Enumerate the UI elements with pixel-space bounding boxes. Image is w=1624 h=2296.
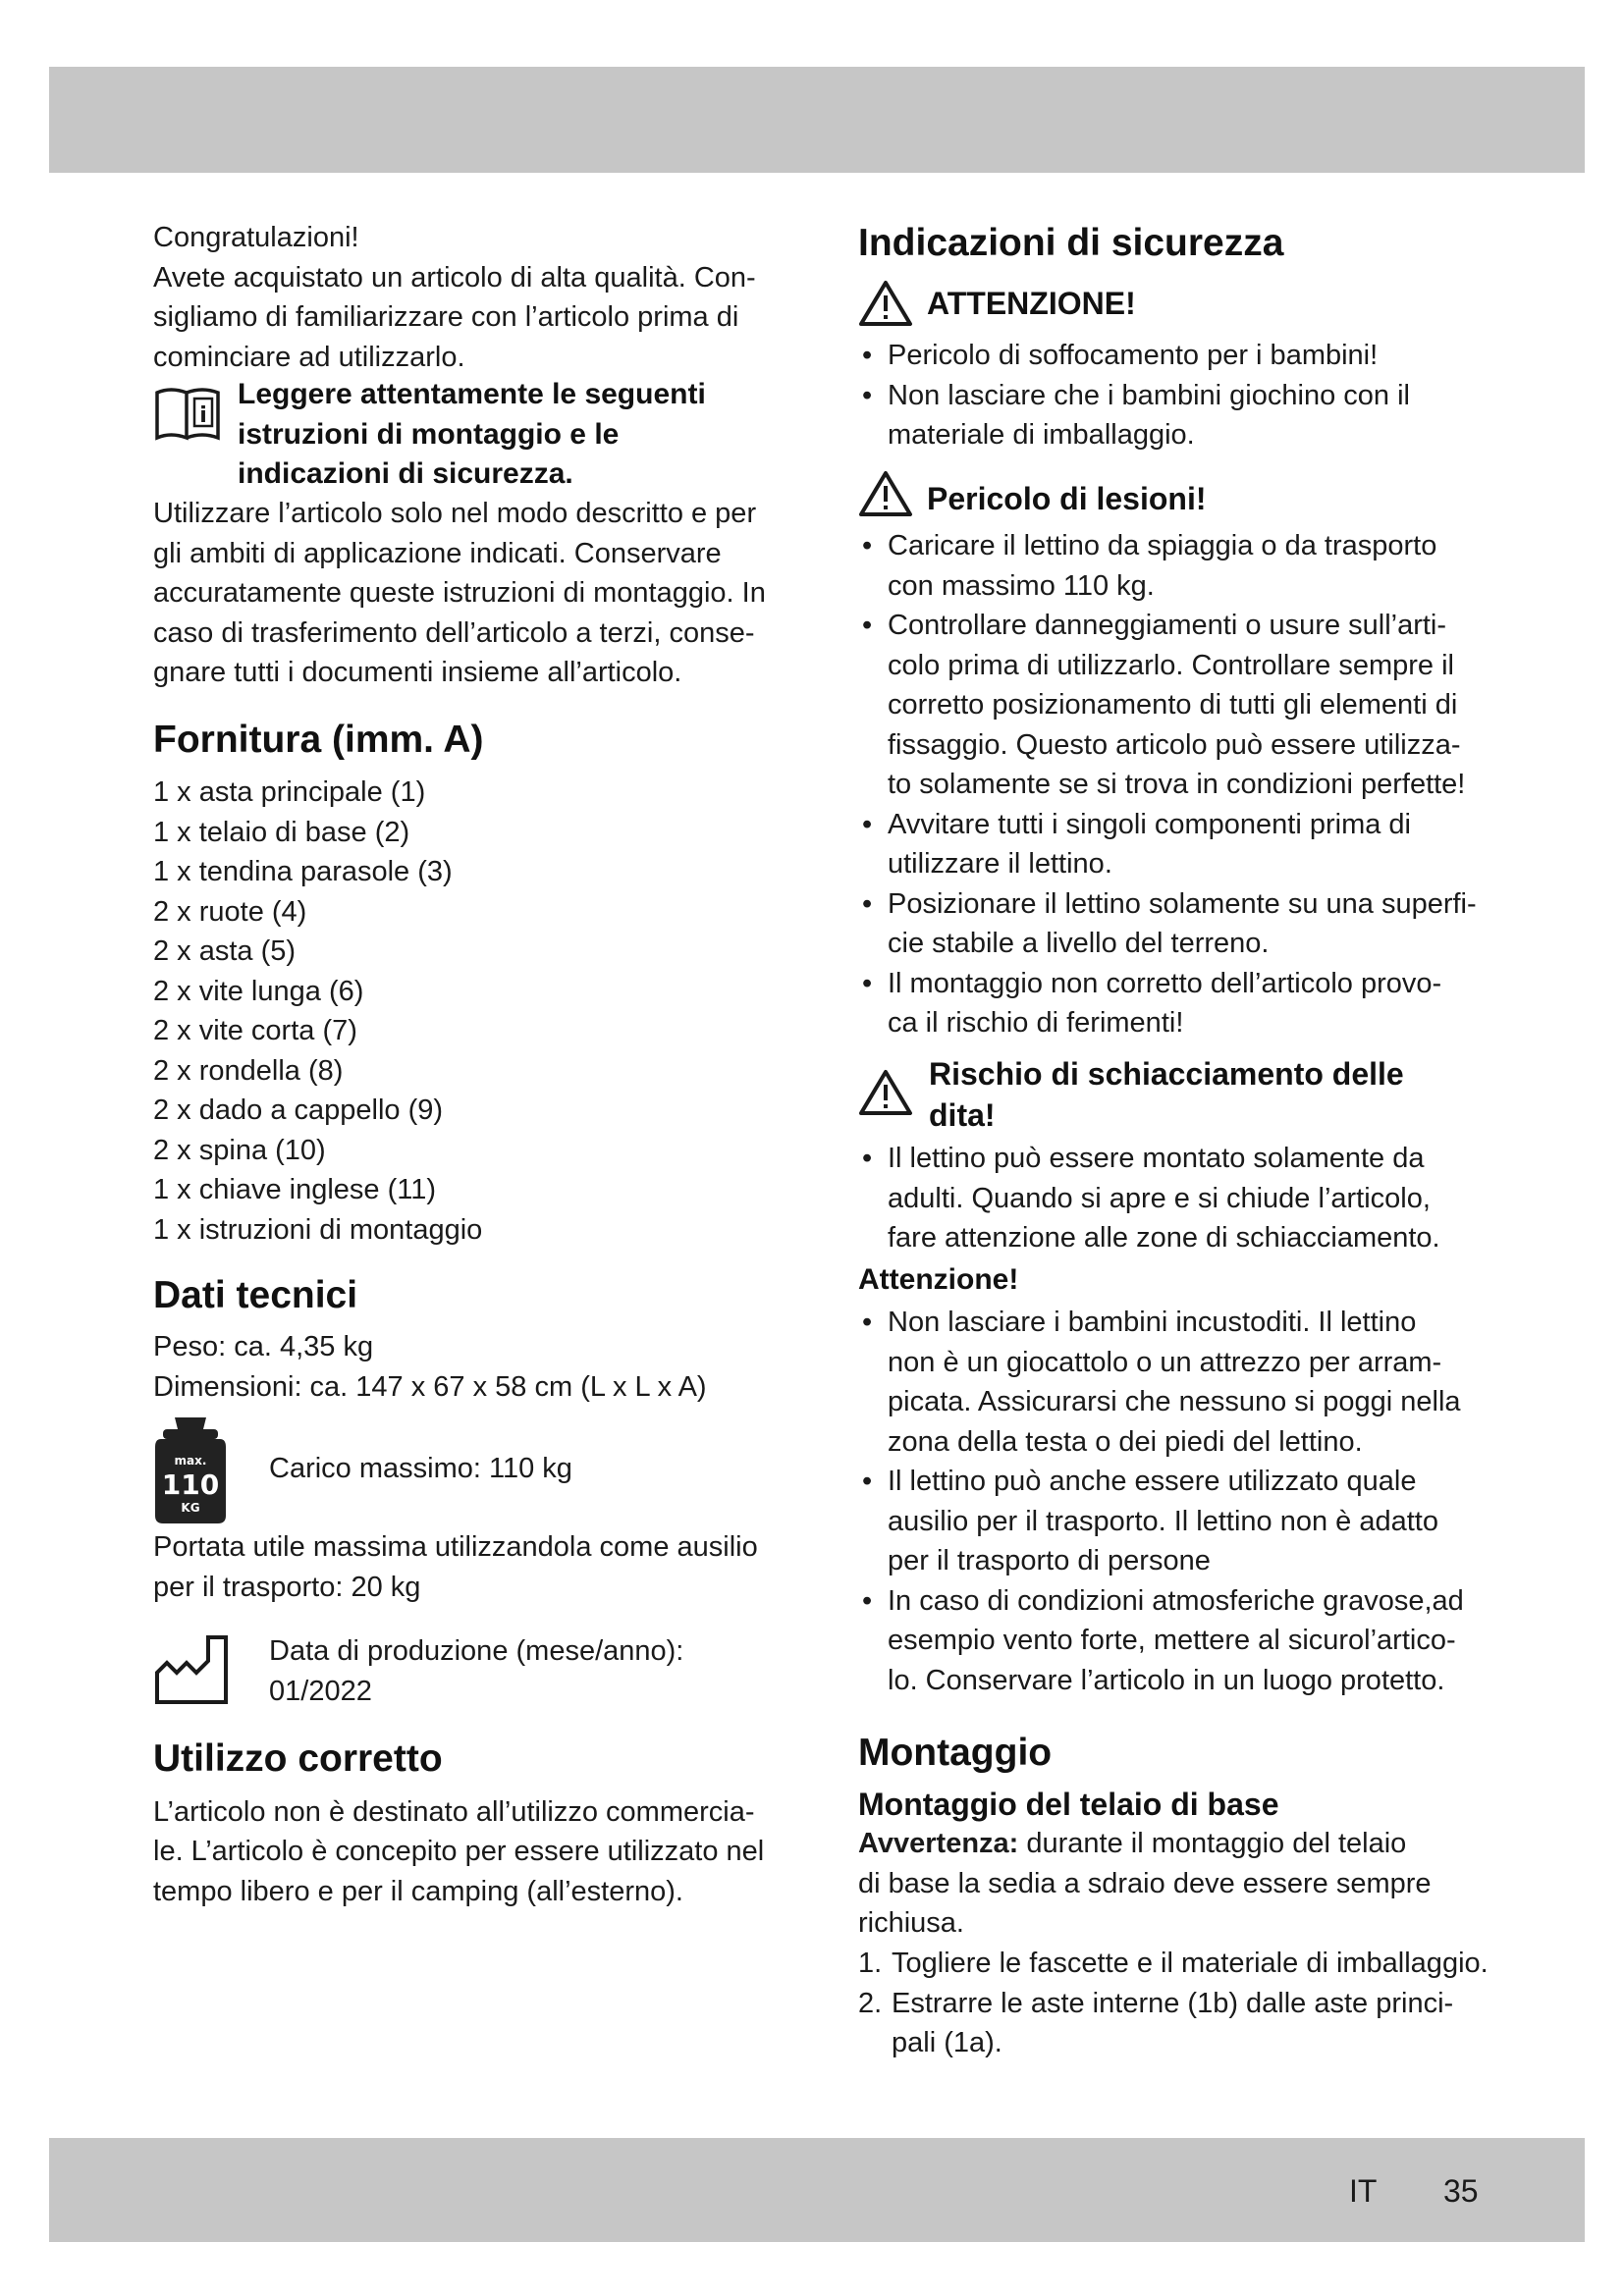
bullet-line: picata. Assicurarsi che nessuno si poggi nella: [888, 1386, 1461, 1417]
warning-triangle-icon: [858, 279, 913, 328]
bullet-line: Posizionare il lettino solamente su una superfi-: [888, 887, 1477, 920]
bullet-line: fare attenzione alle zone di schiacciamento.: [888, 1222, 1440, 1254]
attention-heading: [858, 279, 1136, 328]
supply-item: 2 x asta (5): [153, 935, 297, 967]
step-number: 2.: [858, 1987, 883, 2019]
usage-line: accuratamente queste istruzioni di montaggio. In: [153, 577, 766, 609]
bullet-line: corretto posizionamento di tutti gli elementi di: [888, 689, 1458, 721]
bullet-line: Il lettino può essere montato solamente da: [888, 1143, 1425, 1174]
bullet-line: In caso di condizioni atmosferiche gravose,ad: [888, 1584, 1464, 1617]
list-item: [858, 884, 1487, 964]
caution-title: Attenzione!: [858, 1263, 1019, 1296]
badge-value-text: 110: [161, 1468, 220, 1501]
intro-line: sigliamo di familiarizzare con l’articolo prima di: [153, 301, 739, 333]
correct-use-line: L’articolo non è destinato all’utilizzo commercia-: [153, 1796, 755, 1828]
tech-transport: Portata utile massima utilizzandola come ausilio: [153, 1531, 758, 1563]
supply-item: 1 x tendina parasole (3): [153, 856, 453, 887]
correct-use-title: Utilizzo corretto: [153, 1737, 443, 1780]
supply-list: [153, 773, 482, 1250]
bullet-line: ausilio per il trasporto. Il lettino non è adatto: [888, 1505, 1438, 1537]
footer-band: [49, 2138, 1585, 2242]
caution-list: [858, 1303, 1487, 1700]
bullet-line: ca il rischio di ferimenti!: [888, 1007, 1184, 1039]
injury-title: Pericolo di lesioni!: [927, 481, 1207, 516]
usage-line: gli ambiti di applicazione indicati. Conservare: [153, 538, 722, 569]
tech-transport: per il trasporto: 20 kg: [153, 1572, 421, 1603]
list-item: [858, 1944, 1496, 1984]
page-number: 35: [1443, 2173, 1479, 2209]
bullet-line: to solamente se si trova in condizioni perfette!: [888, 769, 1466, 800]
bullet-line: Il montaggio non corretto dell’articolo provo-: [888, 967, 1442, 999]
step-line: Togliere le fascette e il materiale di imballaggio.: [892, 1948, 1489, 1979]
bullet-line: Controllare danneggiamenti o usure sull’arti-: [888, 610, 1447, 641]
bullet-line: Pericolo di soffocamento per i bambini!: [888, 340, 1379, 371]
notice-line: istruzioni di montaggio e le: [238, 418, 620, 451]
supply-item: 1 x istruzioni di montaggio: [153, 1213, 483, 1246]
bullet-line: cie stabile a livello del terreno.: [888, 928, 1270, 959]
injury-heading: [858, 469, 1207, 528]
attention-title: ATTENZIONE!: [927, 286, 1136, 321]
badge-max-text: max.: [174, 1454, 207, 1468]
step-line: pali (1a).: [892, 2027, 1002, 2058]
supply-item: 2 x spina (10): [153, 1134, 326, 1166]
list-item: [858, 964, 1487, 1043]
bullet-line: utilizzare il lettino.: [888, 848, 1112, 880]
supply-item: 2 x vite corta (7): [153, 1015, 357, 1046]
production-date-icon: [153, 1633, 230, 1706]
assembly-note-text: durante il montaggio del telaio: [1018, 1828, 1407, 1859]
bullet-line: Il lettino può anche essere utilizzato quale: [888, 1466, 1417, 1497]
assembly-subtitle: Montaggio del telaio di base: [858, 1787, 1279, 1822]
header-band: [49, 67, 1585, 173]
list-item: [858, 526, 1487, 606]
intro-line: cominciare ad utilizzarlo.: [153, 342, 465, 373]
badge-unit-text: KG: [181, 1501, 200, 1515]
bullet-line: Non lasciare che i bambini giochino con il: [888, 379, 1410, 411]
correct-use-line: le. L’articolo è concepito per essere utilizzato nel: [153, 1836, 765, 1867]
notice-line: Leggere attentamente le seguenti: [238, 378, 706, 410]
bullet-line: Non lasciare i bambini incustoditi. Il lettino: [888, 1307, 1417, 1338]
supply-item: 2 x vite lunga (6): [153, 975, 364, 1007]
tech-production: Data di produzione (mese/anno):: [269, 1635, 684, 1667]
assembly-title: Montaggio: [858, 1732, 1053, 1774]
bullet-line: non è un giocattolo o un attrezzo per arram-: [888, 1346, 1442, 1378]
supply-item: 2 x rondella (8): [153, 1054, 344, 1087]
step-number: 1.: [858, 1948, 883, 1979]
svg-text:i: i: [199, 403, 207, 428]
supply-title: Fornitura (imm. A): [153, 719, 484, 761]
step-line: Estrarre le aste interne (1b) dalle aste princi-: [892, 1987, 1454, 2019]
supply-item: 2 x dado a cappello (9): [153, 1095, 444, 1126]
list-item: [858, 1462, 1487, 1581]
warning-triangle-icon: [858, 469, 913, 518]
bullet-line: colo prima di utilizzarlo. Controllare sempre il: [888, 649, 1454, 681]
bullet-line: per il trasporto di persone: [888, 1545, 1211, 1576]
crush-list: [858, 1139, 1487, 1258]
list-item: [858, 805, 1487, 884]
list-item: [858, 1303, 1487, 1462]
attention-list: [858, 336, 1487, 455]
bullet-line: fissaggio. Questo articolo può essere utilizza-: [888, 728, 1461, 761]
assembly-note-line: richiusa.: [858, 1907, 964, 1939]
tech-dimensions: Dimensioni: ca. 147 x 67 x 58 cm (L x L x A): [153, 1371, 707, 1403]
usage-line: caso di trasferimento dell’articolo a terzi, conse-: [153, 617, 755, 649]
supply-item: 1 x chiave inglese (11): [153, 1174, 437, 1205]
supply-item: 1 x asta principale (1): [153, 776, 426, 808]
intro-greeting: Congratulazioni!: [153, 222, 359, 253]
list-item: [858, 1139, 1487, 1258]
max-load-weight-icon: [153, 1414, 228, 1525]
supply-item: 1 x telaio di base (2): [153, 816, 410, 848]
tech-max-load: Carico massimo: 110 kg: [269, 1453, 572, 1484]
bullet-line: con massimo 110 kg.: [888, 569, 1155, 602]
correct-use-line: tempo libero e per il camping (all’esterno).: [153, 1876, 683, 1907]
intro-line: Avete acquistato un articolo di alta qualità. Con-: [153, 262, 756, 294]
bullet-line: materiale di imballaggio.: [888, 419, 1195, 451]
notice-line: indicazioni di sicurezza.: [238, 457, 573, 490]
injury-list: [858, 526, 1487, 1043]
assembly-steps: [858, 1944, 1496, 2063]
list-item: [858, 376, 1487, 455]
usage-line: gnare tutti i documenti insieme all’articolo.: [153, 657, 682, 688]
bullet-line: adulti. Quando si apre e si chiude l’articolo,: [888, 1182, 1431, 1214]
bullet-line: zona della testa o dei piedi del lettino.: [888, 1425, 1363, 1458]
usage-line: Utilizzare l’articolo solo nel modo descritto e per: [153, 498, 757, 529]
bullet-line: Caricare il lettino da spiaggia o da trasporto: [888, 530, 1437, 561]
crush-title: Rischio di schiacciamento delle: [929, 1056, 1404, 1092]
book-info-icon: [153, 379, 224, 446]
bullet-line: Avvitare tutti i singoli componenti prima di: [888, 808, 1411, 840]
tech-production-date: 01/2022: [269, 1676, 372, 1707]
bullet-line: esempio vento forte, mettere al sicurol’artico-: [888, 1625, 1456, 1656]
safety-title: Indicazioni di sicurezza: [858, 222, 1284, 264]
assembly-note-line: di base la sedia a sdraio deve essere sempre: [858, 1868, 1432, 1899]
tech-weight: Peso: ca. 4,35 kg: [153, 1331, 374, 1362]
list-item: [858, 1984, 1496, 2063]
crush-title: dita!: [929, 1097, 996, 1133]
assembly-note: [858, 1824, 1406, 1864]
footer-language: IT: [1349, 2173, 1378, 2209]
crush-heading: [858, 1054, 1496, 1143]
list-item: [858, 336, 1487, 376]
warning-triangle-icon: [858, 1068, 913, 1117]
supply-item: 2 x ruote (4): [153, 895, 307, 928]
tech-title: Dati tecnici: [153, 1274, 358, 1316]
list-item: [858, 1581, 1487, 1701]
list-item: [858, 606, 1487, 805]
assembly-note-label: Avvertenza:: [858, 1828, 1019, 1859]
bullet-line: lo. Conservare l’articolo in un luogo protetto.: [888, 1664, 1445, 1696]
